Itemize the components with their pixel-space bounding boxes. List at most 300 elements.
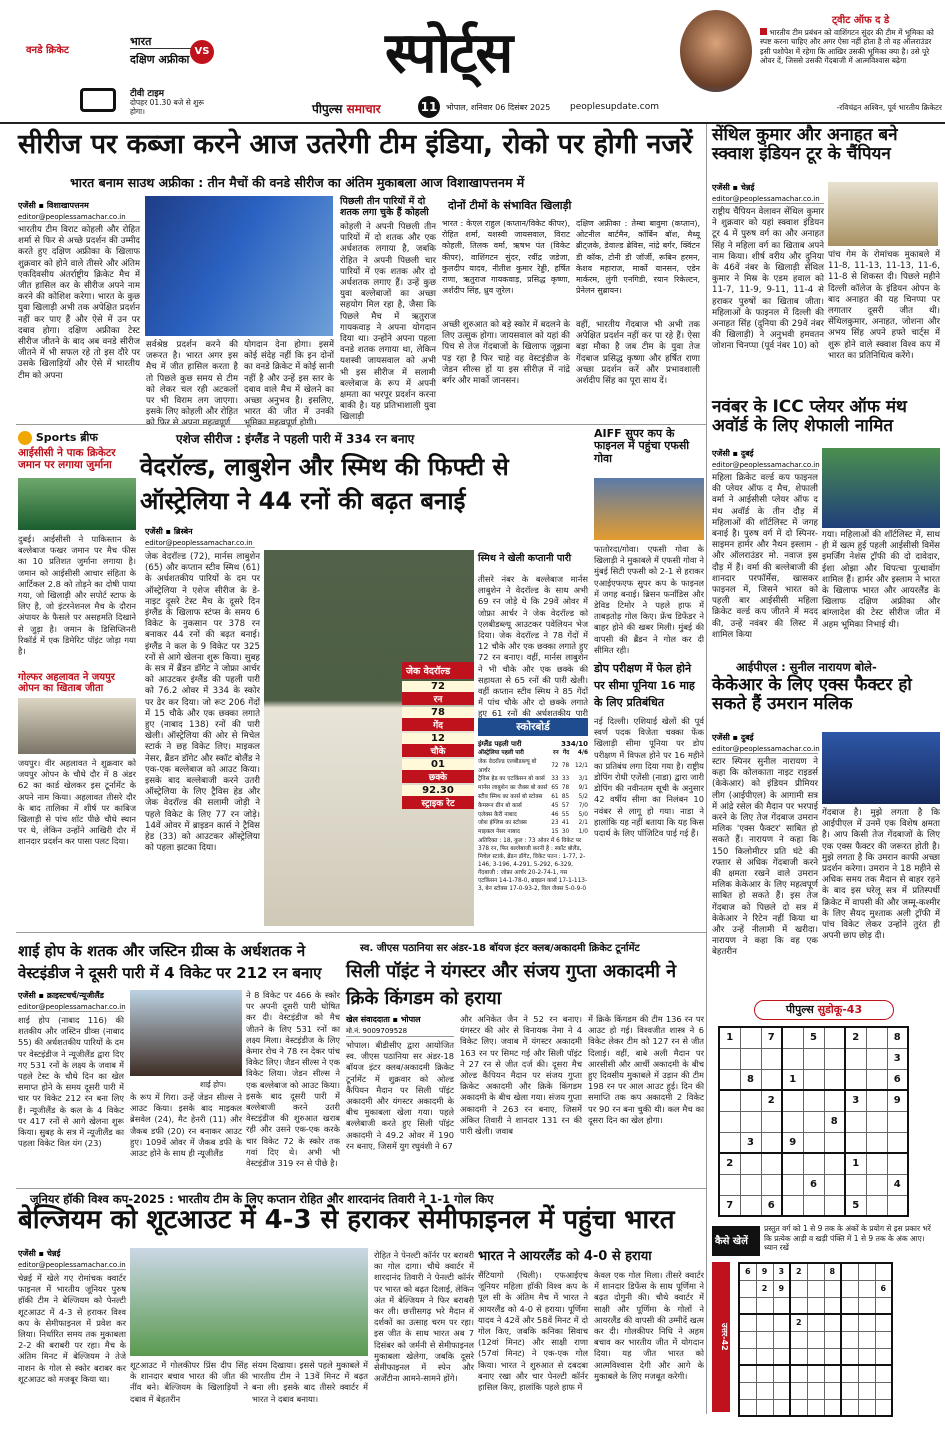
paper-name: पीपुल्स समाचार — [312, 102, 381, 116]
kohli-rohit-photo — [145, 196, 333, 336]
sudoku-cell: 6 — [887, 1069, 908, 1090]
sudoku-cell — [858, 1297, 875, 1314]
sudoku-cell — [824, 1297, 841, 1314]
sudoku-answer — [738, 1262, 893, 1417]
sudoku-cell — [773, 1331, 790, 1348]
teams-sa: दक्षिण अफ्रीका : तेम्बा बावुमा (कप्तान), ओटनील बार्टमैन, कॉर्बिन बॉश, मैथ्यू ब्रीट्जके, डेवाल्ड ब्रेविस, नांद्रे बर्गर, क्विंटन डी कॉक, टोनी डी जॉर्जी, रूबिन हरमन, केशव महाराज, मार्को यानसन, एडेन मार्करम, लुंगी एनगिडी, रयान रिकेल्टन, प्रेनेलन सुब्रायन। — [576, 219, 700, 296]
local-text3: में क्रिके किंगडम की टीम 136 रन पर आउट हो गई। विश्वजीत शास्त्र ने 6 विकेट लेकर टीम को 127 रन से जीत दिलाई। वहीं, बाबे अली मैदान पर आरसीसी और आर्ची अकादमी के बीच हुए दिवसीय मुकाबले में उड़ान की टीम 198 रन पर आल आउट हुई। दिन की समाप्ति तक कप अकादमी 2 विकेट पर 90 रन बना चुकी थी। कल मैच का दूसरा दिन का खेल होगा। — [588, 1014, 704, 1125]
sudoku-cell: 9 — [782, 1132, 803, 1153]
squash-byline: एजेंसी ▪ चेन्नई — [712, 183, 755, 192]
sudoku-cell — [756, 1331, 773, 1348]
ireland-text2: केवल एक गोल मिला। तीसरे क्वार्टर में शानदार डिफेंस के साथ पूर्णिमा ने बढ़त दोगुनी की। चौथे क्वार्टर में साक्षी और पूर्णिमा के गोलों ने आयरलैंड की वापसी की उम्मीदें खत्म कर दी। गोलकीपर निधि ने अहम बचाव कर भारतीय जीत में योगदान दिया। यह जीत भारत को आत्मविश्वास देगी और आगे के मुकाबले के लिए मजबूत करेगी। — [594, 1270, 704, 1381]
sudoku-cell — [739, 1297, 756, 1314]
sudoku-cell — [782, 1090, 803, 1111]
local-head: सिली पॉइंट ने यंगस्टर और संजय गुप्ता अकादमी ने क्रिके किंगडम को हराया — [346, 961, 677, 1009]
brief-text2: जयपुर। वीर अहलावत ने शुक्रवार को जयपुर ओपन के चौथे दौर में 8 अंडर 62 का कार्ड खेलकर इस टूर्नामेंट के अपने नाम किया। अहलावत तीसरे दौर के बाद तालिका में शीर्ष पर काबिज खिलाड़ी से पांच शॉट पीछे चौथे स्थान पर थे, लेकिन उन्होंने आखिरी दौर में शानदार प्रदर्शन कर पासा पलट दिया। — [18, 758, 136, 847]
sudoku-cell: 9 — [887, 1090, 908, 1111]
sudoku-cell: 1 — [782, 1069, 803, 1090]
sudoku-cell — [866, 1111, 887, 1132]
ashwin-photo — [680, 10, 752, 92]
icc-byline: एजेंसी ▪ दुबई — [712, 449, 754, 458]
local-phone: मो.नं. 9009709528 — [346, 1027, 454, 1037]
sudoku-cell — [845, 1132, 866, 1153]
sudoku-cell — [875, 1399, 892, 1416]
sudoku-cell: 6 — [739, 1263, 756, 1280]
sudoku-cell: 2 — [790, 1263, 807, 1280]
score-cell: 5/0 — [578, 811, 588, 818]
sudoku-cell — [841, 1331, 858, 1348]
sudoku-cell — [858, 1399, 875, 1416]
sudoku-cell — [875, 1365, 892, 1382]
sudoku-cell — [807, 1399, 824, 1416]
ireland-head: भारत ने आयरलैंड को 4-0 से हराया — [478, 1249, 652, 1264]
sudoku-cell — [866, 1069, 887, 1090]
local-text2: और अनिकेत जैन ने 52 रन बनाए। यंगस्टर की ओर से विनायक नेमा ने 4 विकेट लिए। जवाब में यंगस्टर अकादमी 163 रन पर सिमट गई और सिली पॉइंट ने 27 रन से जीत दर्ज की। दूसरा मैच ओल्ड कैंपियन मैदान पर संजय गुप्ता क्रिकेट अकादमी और क्रिके किंगडम अकादमी के बीच खेला गया। संजय गुप्ता अकादमी ने 263 रन बनाए, जिसमें अंकित तिवारी ने शानदार 131 रन की पारी खेली। जवाब — [460, 1014, 582, 1137]
sudoku-cell — [824, 1365, 841, 1382]
sudoku-cell — [858, 1348, 875, 1365]
sudoku-cell — [866, 1132, 887, 1153]
sudoku-cell — [719, 1069, 740, 1090]
icc-head: नवंबर के ICC प्लेयर ऑफ मंथ अवॉर्ड के लिए शेफाली नामित — [712, 397, 907, 437]
sudoku-cell: 6 — [761, 1195, 782, 1216]
tweet-text: भारतीय टीम प्रबंधन को वाशिंगटन सुंदर की टीम में भूमिका को स्पष्ट करना चाहिए और अगर ऐसा नहीं होता है तो वह ऑलराउंडर इसी पशोपेश में रहेगा कि आखिर उसकी भूमिका क्या है। उसे पूरे ओवर दें, जिससे उसकी गेंदबाजी में आत्मविश्वास बढ़ेगा — [760, 28, 934, 66]
score-cell: 30 — [561, 829, 570, 836]
sudoku-cell: 2 — [719, 1153, 740, 1174]
sudoku-cell — [790, 1297, 807, 1314]
sudoku-cell — [841, 1297, 858, 1314]
hockey-photo — [130, 1248, 368, 1356]
sudoku-cell — [887, 1132, 908, 1153]
sudoku-cell — [841, 1348, 858, 1365]
sudoku-cell: 5 — [845, 1195, 866, 1216]
shai-text: शाई होप (नाबाद 116) की शतकीय और जस्टिन ग्रीव्स (नाबाद 55) की अर्धशतकीय पारियों के दम पर वेस्टइंडीज ने न्यूजीलैंड द्वारा दिए गए 531 रनों के लक्ष्य के जवाब में पहले टेस्ट के चौथे दिन का खेल समाप्त होने के समय दूसरी पारी में चार पर विकेट 212 रन बना लिए हैं। न्यूजीलैंड के कल के 4 विकेट पर 417 रनों से आगे खेलना शुरू किया। सुबह के सत्र में न्यूजीलैंड का पहला विकेट विल यंग (23) — [18, 1015, 124, 1149]
stat-player-name: जेक वेदरॉल्ड — [402, 662, 474, 679]
sudoku-cell — [739, 1348, 756, 1365]
score-cell: 1/0 — [578, 829, 588, 836]
sudoku-cell: 6 — [803, 1174, 824, 1195]
match-time: दोपहर 01.30 बजे से शुरू होगा। — [130, 98, 205, 116]
sudoku-cell — [807, 1348, 824, 1365]
score-cell: ट्रैविस हेड का एटकिंसन बो कार्स — [478, 776, 545, 783]
sudoku-cell: 7 — [761, 1027, 782, 1048]
score-cell: 45 — [551, 802, 559, 809]
sudoku-cell — [761, 1111, 782, 1132]
local-byline: खेल संवाददाता ▪ भोपाल — [346, 1015, 421, 1024]
sudoku-cell — [739, 1399, 756, 1416]
score-cell: 85 — [561, 793, 570, 800]
score-cell: कैमरून ग्रीन बो कार्स — [478, 802, 522, 809]
stat-label: चौके — [402, 744, 474, 757]
score-cell: माइकल नेसर नाबाद — [478, 829, 520, 836]
sudoku-cell — [824, 1027, 845, 1048]
score-cell: जोश इंग्लिस का स्टोक्स — [478, 820, 527, 827]
lead-email: editor@peoplessamachar.co.in — [18, 213, 140, 222]
scorecard-title: स्कोरबोर्ड — [478, 718, 588, 736]
sudoku-cell: 8 — [824, 1263, 841, 1280]
score-cell: 23 — [551, 820, 559, 827]
sudoku-grid — [718, 1026, 909, 1217]
sudoku-cell — [803, 1048, 824, 1069]
sudoku-cell — [782, 1195, 803, 1216]
junior-text: चेन्नई में खेले गए रोमांचक क्वार्टर फाइनल में भारतीय जूनियर पुरुष हॉकी टीम ने बेल्जियम को पेनल्टी शूटआउट में 4-3 से हराकर विश्व कप के सेमीफाइनल में प्रवेश कर लिया। निर्धारित समय तक मुकाबला 2-2 की बराबरी पर रहा। मैच के अंतिम मिनट में बेल्जियम ने तेजे नाशन के गोल से स्कोर बराबर कर शूटआउट को मजबूर किया था। — [18, 1273, 126, 1384]
lead-col6: वहीं, भारतीय गेंदबाज भी अभी तक अपेक्षित प्रदर्शन नहीं कर पा रहे हैं। ऐसा बड़ा मौका है जब टीम के युवा तेज गेंदबाज प्रसिद्ध कृष्णा और हर्षित राणा अच्छा प्रदर्शन करें और प्रभावशाली अर्शदीप सिंह का पूरा साथ दें। — [576, 320, 700, 387]
sudoku-cell — [807, 1331, 824, 1348]
sudoku-cell — [866, 1090, 887, 1111]
score-cell: 78 — [561, 785, 570, 792]
score-cell: 4/6 — [577, 750, 588, 756]
sudoku-cell: 1 — [719, 1027, 740, 1048]
table-row — [478, 811, 588, 820]
sudoku-cell — [756, 1314, 773, 1331]
score-cell: 7/0 — [578, 802, 588, 809]
squash-text2: पांच गेम के रोमांचक मुकाबले में 11-8, 11-13, 11-13, 11-6, 11-8 से शिकस्त दी। पिछले महीने दिल्ली कॉलेज के इंडियन ओपन के बाद अनाहत की यह चिनप्पा पर लगातार दूसरी जीत थी। सेंथिलकुमार, अनाहत, जोशना और अभय सिंह अपने हफ्ते चार्ट्स में शुरू होने वाले स्क्वाश विश्व कप में भारत का प्रतिनिधित्व करेंगे। — [828, 250, 940, 361]
score-cell: 41 — [561, 820, 570, 827]
ipl-text: स्टार स्पिनर सुनील नारायण ने कहा कि कोलकाता नाइट राइडर्स (केकेआर) को इंडियन प्रीमियर लीग (आईपीएल) के आगामी सत्र में आंद्रे रसेल की मैदान पर भरपाई करने के लिए तेज गेंदबाज उमरान मलिक 'एक्स फैक्टर' साबित हो सकते हैं। नारायण ने कहा कि 150 किलोमीटर प्रति घंटे की रफ्तार से अधिक गेंदबाजी करने की क्षमता रखने वाले उमरान मलिक केकेआर के लिए महत्वपूर्ण साबित हो सकते हैं। इस तेज गेंदबाज को पिछले दो सत्र में केकेआर ने रिटेन नहीं किया था और उन्हें नीलामी में खरीदा। नारायण ने कहा कि वह एक बेहतरीन — [712, 757, 818, 958]
lead-col2: सर्वश्रेष्ठ प्रदर्शन करने की जरूरत है। भारत अगर इस मैच में जीत हासिल करता है तो पिछले कुछ समय से टीम को लेकर चल रही अटकलों पर भी विराम लग जाएगा। इसके लिए कोहली और रोहित — [146, 340, 238, 418]
shai-text3: ने 8 विकेट पर 466 के स्कोर पर अपनी दूसरी पारी घोषित कर दी। वेस्टइंडीज को मैच जीतने के लिए 531 रनों का लक्ष्य मिला। वेस्टइंडीज के लिए केमार रोच ने 78 रन देकर पांच विकेट लिए। जैडन सील्स ने एक विकेट लिया। जेडन सील्स ने एक बल्लेबाज को आउट किया। इसके बाद दूसरी पारी में बल्लेबाजी करने उतरी वेस्टइंडीज की शुरुआत खराब रही और उसने एक-एक करके चार विकेट 72 के स्कोर तक गवां दिए थे। अभी भी वेस्टइंडीज 319 रन से पीछे है। — [246, 990, 340, 1169]
table-row — [478, 802, 588, 811]
brief-text: दुबई। आईसीसी ने पाकिस्तान के बल्लेबाज फखर जमान पर मैच फीस का 10 प्रतिशत जुर्माना लगाया है। जमान को आईसीसी आचार संहिता के आर्टिकल 2.8 को तोड़ने का दोषी पाया गया, जो खिलाड़ी और सपोर्ट स्टाफ के लिए है, जो इंटरनेशनल मैच के दौरान अंपायर के फैसले पर असहमति दिखाने से जुड़ा है। जमान के डिसिप्लिनरी रिकॉर्ड में एक डिमेरिट पॉइंट जोड़ा गया है। — [18, 534, 136, 657]
ashes-text: जेक वेदरॉल्ड (72), मार्नस लाबुशेन (65) और कप्तान स्टीव स्मिथ (61) के अर्धशतकीय पारियों के दम पर ऑस्ट्रेलिया ने एशेज सीरीज के डे-नाइट दूसरे टेस्ट मैच के दूसरे दिन इंग्लैंड के खिलाफ स्टंप्स के समय 6 विकेट के नुकसान पर 378 रन बनाकर 44 रनों की बढ़त बनाई। इंग्लैंड ने कल के 9 विकेट पर 325 रनों से आगे खेलना शुरू किया। सुबह के सत्र में ब्रैंडन डॉगेट ने जोफ्रा आर्चर को आउटकर इंग्लैंड की पहली पारी को 76.2 ओवर में 334 के स्कोर पर ढेर कर दिया। जो रूट 206 गेंदों में 15 चौके और एक छक्का लगाते हुए (नाबाद 138) रनों की पारी खेली। ऑस्ट्रेलिया की ओर से मिचेल स्टार्क ने छह विकेट लिए। माइकल नेसर, ब्रैंडन डॉगेट और स्कॉट बोलैंड ने एक-एक बल्लेबाज को आउट किया। इसके बाद बल्लेबाजी करने उतरी ऑस्ट्रेलिया के लिए ट्रैविस हेड और जेक वेदरॉल्ड की सलामी जोड़ी ने पहले विकेट के लिए 77 रन जोड़े। 14वें ओवर में ब्राइडन कार्स ने ट्रैविस हेड (33) को आउटकर ऑस्ट्रेलिया को पहला झटका दिया। — [145, 552, 260, 854]
sudoku-cell — [773, 1314, 790, 1331]
sudoku-cell — [790, 1331, 807, 1348]
sudoku-cell — [740, 1090, 761, 1111]
teams-head: दोनों टीमों के संभावित खिलाड़ी — [442, 196, 700, 214]
sudoku-cell: 6 — [875, 1280, 892, 1297]
sudoku-cell: 3 — [740, 1132, 761, 1153]
team2: दक्षिण अफ्रीका — [130, 53, 190, 66]
sudoku-cell — [858, 1365, 875, 1382]
sudoku-cell: 3 — [773, 1263, 790, 1280]
umran-photo — [822, 732, 940, 804]
sudoku-cell — [756, 1348, 773, 1365]
sudoku-cell — [739, 1280, 756, 1297]
score-cell: 3/1 — [578, 776, 588, 783]
lead-col1: भारतीय टीम विराट कोहली और रोहित शर्मा से फिर से अच्छे प्रदर्शन की उम्मीद करते हुए दक्षिण अफ्रीका के खिलाफ शुक्रवार को होने वाले तीसरे और अंतिम एकदिवसीय अंतर्राष्ट्रीय क्रिकेट मैच में जीत हासिल कर के सीरीज अपने नाम करने की कोशिश करेगा। भारत के कुछ युवा खिलाड़ी अभी तक अपेक्षित प्रदर्शन नहीं कर पाए हैं और ऐसे में उन पर दबाव होगा। दक्षिण अफ्रीका टेस्ट सीरीज जीतने के बाद अब वनडे सीरीज जीतने में भी सफल रहे तो इस दौरे पर उसके खिलाड़ियों और ऐसे में भारतीय टीम को अपना — [18, 225, 140, 381]
sudoku-cell — [841, 1365, 858, 1382]
icc-email: editor@peoplessamachar.co.in — [712, 461, 820, 469]
scorecard — [478, 740, 588, 933]
page-number: 11 — [418, 96, 440, 118]
tv-label: टीवी टाइम — [130, 89, 165, 99]
sudoku-cell — [719, 1174, 740, 1195]
ashes-email: editor@peoplessamachar.co.in — [145, 539, 255, 548]
dope-head: डोप परीक्षण में फेल होने पर सीमा पूनिया 16 माह के लिए प्रतिबंधित — [594, 662, 695, 709]
stat-value: 92.30 — [402, 785, 474, 796]
icc-text2: गया। महिलाओं की शॉर्टलिस्ट में, साथ ही में खत्म हुई पहली आईसीसी विमेंस इमर्जिंग नेशंस ट्रॉफी की दो दावेदार, ईशा ओझा और थिपत्चा पुत्थावोंग शामिल हैं। हार्मर और इस्लाम ने भारत के खिलाफ भारत और आयरलैंड के खिलाफ दक्षिण अफ्रीका और बांग्लादेश की टेस्ट सीरीज जीत में अहम भूमिका निभाई थी। — [822, 530, 940, 630]
sudoku-cell — [824, 1348, 841, 1365]
website: peoplesupdate.com — [570, 102, 659, 112]
sudoku-cell — [740, 1195, 761, 1216]
sudoku-cell — [803, 1111, 824, 1132]
sudoku-cell — [845, 1069, 866, 1090]
tweet-label: ट्वीट ऑफ द डे — [832, 15, 890, 26]
sudoku-cell: 7 — [719, 1195, 740, 1216]
stat-label: स्ट्राइक रेट — [402, 796, 474, 809]
sudoku-cell — [739, 1314, 756, 1331]
stat-value: 12 — [402, 733, 474, 744]
junior-caption: शूटआउट में गोलकीपर प्रिंस दीप सिंह के शानदार बचाव भारत की जीत की नींव बने। बेल्जियम के खिलाड़ियों ने दबाव में बेहतरीन — [130, 1360, 248, 1404]
ipl-byline: एजेंसी ▪ दुबई — [712, 733, 754, 742]
sudoku-cell — [841, 1382, 858, 1399]
sudoku-cell: 3 — [845, 1090, 866, 1111]
lead-col5: अच्छी शुरुआत को बड़े स्कोर में बदलने के लिए उत्सुक होगा। जायसवाल को यहां की पिच से तेज गेंदबाजों के खिलाफ जूझना पड़ रहा है फिर चाहे वह वेस्टइंडीज के जेडन सील्स हों या इस सीरीज़ में नांद्रे बर्गर और मार्को जानसन। — [442, 320, 570, 387]
sudoku-cell: 8 — [740, 1069, 761, 1090]
squash-email: editor@peoplessamachar.co.in — [712, 195, 824, 204]
score-cell: 55 — [561, 811, 570, 818]
score-cell: 46 — [551, 811, 559, 818]
sudoku-cell — [719, 1132, 740, 1153]
score-cell: जेक वेदरॉल्ड एलबीडब्ल्यू बो आर्चर — [478, 758, 537, 774]
sudoku-cell — [858, 1263, 875, 1280]
sudoku-cell — [782, 1111, 803, 1132]
sudoku-cell — [803, 1090, 824, 1111]
score-cell: 9/1 — [578, 785, 588, 792]
local-kicker: स्व. जीएस पठानिया सर अंडर-18 बॉयज इंटर क्लब/अकादमी क्रिकेट टूर्नामेंट — [360, 943, 640, 954]
sudoku-cell — [773, 1382, 790, 1399]
sudoku-cell — [807, 1263, 824, 1280]
squash-head: सेंथिल कुमार और अनाहत बने स्क्वाश इंडियन टूर के चैंपियन — [712, 125, 898, 165]
sudoku-cell — [824, 1132, 845, 1153]
score-cell: 78 — [561, 763, 570, 770]
ipl-head: केकेआर के लिए एक्स फैक्टर हो सकते हैं उमरान मलिक — [712, 675, 912, 715]
sudoku-cell — [790, 1348, 807, 1365]
sudoku-cell — [858, 1314, 875, 1331]
goa-photo — [594, 478, 704, 540]
sudoku-cell — [803, 1195, 824, 1216]
score-cell: एलेक्स कैरी नाबाद — [478, 811, 517, 818]
score-cell: 33 — [551, 776, 559, 783]
sudoku-cell — [739, 1382, 756, 1399]
sudoku-cell — [824, 1069, 845, 1090]
score-cell: ऑस्ट्रेलिया पहली पारी — [478, 750, 524, 756]
sudoku-cell — [756, 1399, 773, 1416]
kohli-sidebar-text: कोहली ने अपनी पिछली तीन पारियों में दो शतक और एक अर्धशतक लगाया है, जबकि रोहित ने अपनी पिछली चार पारियों में एक शतक और दो अर्धशतक लगाए हैं। उन्हें कुछ युवा बल्लेबाजों का अच्छा सहयोग मिल रहा है, जैसा कि पिछले मैच में ऋतुराज गायकवाड़ ने अपना योगदान दिया था। उन्होंने अपना पहला वनडे शतक लगाया था, लेकिन यशस्वी जायसवाल को अभी भी इस सीरीज में सलामी बल्लेबाज के रूप में अपनी क्षमता का भरपूर प्रदर्शन करना बाकी है। यह प्रतिभाशाली युवा खिलाड़ी — [340, 222, 436, 423]
sudoku-header: पीपुल्स सुडोकू-43 — [754, 1000, 894, 1020]
sudoku-cell — [739, 1331, 756, 1348]
score-cell: 72 — [551, 763, 559, 770]
junior-kicker: जूनियर हॉकी विश्व कप-2025 : भारतीय टीम के लिए कप्तान रोहित और शारदानंद तिवारी ने 1-1 गोल किए — [30, 1192, 494, 1206]
sudoku-cell — [841, 1314, 858, 1331]
lead-col3: योगदान देना होगा। इसमें कोई संदेह नहीं कि इन दोनों का वनडे क्रिकेट में कोई सानी नहीं है और उन्हें इस स्तर के दबाव वाले मैच में खेलने का अच्छा अनुभव है। इसलिए, भारत की जीत में उनकी — [244, 340, 334, 418]
score-cell: 12/1 — [574, 763, 588, 770]
score-cell: 2/1 — [578, 820, 588, 827]
sudoku-cell: 1 — [845, 1153, 866, 1174]
tv-icon — [80, 88, 116, 112]
teams-india: भारत : केएल राहुल (कप्तान/विकेट कीपर), रोहित शर्मा, यशस्वी जायसवाल, विराट कोहली, तिलक वर्मा, ऋषभ पंत (विकेट कीपर), वाशिंगटन सुंदर, रवींद्र जडेजा, कुलदीप यादव, नीतीश कुमार रेड्डी, हर्षित राणा, ऋतुराज गायकवाड़, प्रसिद्ध कृष्णा, अर्शदीप सिंह, ध्रुव जुरेल। — [442, 219, 570, 296]
sudoku-cell — [875, 1348, 892, 1365]
sudoku-cell — [807, 1365, 824, 1382]
ipl-email: editor@peoplessamachar.co.in — [712, 745, 820, 753]
sudoku-cell — [887, 1111, 908, 1132]
table-row — [478, 819, 588, 828]
sudoku-cell: 9 — [756, 1263, 773, 1280]
sudoku-cell — [807, 1297, 824, 1314]
aiff-text: फातोरदा/गोवा। एफसी गोवा के खिलाड़ी ने मुकाबले में एफसी गोवा ने मुंबई सिटी एफसी को 2-1 से हराकर एआईएफएफ सुपर कप के फाइनल में जगह बनाई। ब्रिसन फर्नांडिस और डेविड टिमोर ने पहले हाफ में ताबड़तोड़ गोल किए। फ्रेंच डिफेंडर ने बाहर होने की खबर मिली। मुंबई की वापसी की ब्रैंडन ने गोल कर दी सीमित रही। — [594, 544, 704, 655]
answer-label: उत्तर-42 — [712, 1262, 730, 1412]
sudoku-cell — [782, 1174, 803, 1195]
score-cell: 5/2 — [578, 793, 588, 800]
smith-head: स्मिथ ने खेली कप्तानी पारी — [478, 553, 572, 564]
sudoku-cell — [866, 1195, 887, 1216]
vs-badge: VS — [190, 40, 214, 64]
format-label: वनडे क्रिकेट — [26, 45, 69, 56]
score-cell: स्टीव स्मिथ का कार्स बो स्टोक्स — [478, 793, 543, 800]
shai-byline: एजेंसी ▪ क्राइस्टचर्च/न्यूजीलैंड — [18, 991, 104, 1000]
sudoku-cell — [719, 1048, 740, 1069]
sudoku-cell — [756, 1297, 773, 1314]
local-text: भोपाल। बीडीसीए द्वारा आयोजित स्व. जीएस पठानिया सर अंडर-18 बॉयज इंटर क्लब/अकादमी क्रिकेट टूर्नामेंट में शुक्रवार को ओल्ड कैंपियन मैदान पर सिली पॉइंट अकादमी और यंगस्टर अकादमी के बीच मुकाबला खेला गया। पहले बल्लेबाजी करते हुए सिली पॉइंट अकादमी ने 49.2 ओवर में 190 रन बनाए, जिसमें युग रघुवंशी ने 67 — [346, 1040, 454, 1151]
tweet-author: -रविचंद्रन अश्विन, पूर्व भारतीय क्रिकेटर — [836, 103, 942, 112]
sudoku-cell — [790, 1399, 807, 1416]
squash-photo — [828, 182, 938, 246]
squash-text: राष्ट्रीय चैंपियन वेलावन सेंथिल कुमार ने शुक्रवार को यहां स्क्वाश इंडियन टूर 4 में पुरुष वर्ग का और अनाहत सिंह ने महिला वर्ग का खिताब अपने नाम किया। शीर्ष वरीय और दुनिया के 46वें नंबर के खिलाड़ी सेंथिल कुमार ने मिस्र के एडम हवाल को 11-7, 11-9, 9-11, 11-4 से हराकर पुरुषों का खिताब जीता। महिलाओं के फाइनल में दिल्ली की अनाहत सिंह (दुनिया की 29वें नंबर की खिलाड़ी) ने अनुभवी हमवतन जोशना चिनप्पा (पूर्व नंबर 10) को — [712, 207, 824, 352]
sudoku-cell — [824, 1280, 841, 1297]
sudoku-cell — [824, 1090, 845, 1111]
sudoku-cell — [790, 1382, 807, 1399]
stat-label: गेंद — [402, 718, 474, 731]
shai-caption: शाई होप। — [200, 1080, 227, 1089]
icc-text: महिला क्रिकेट वर्ल्ड कप फाइनल की प्लेयर ऑफ द मैच, शेफाली वर्मा ने आईसीसी प्लेयर ऑफ द मंथ अवॉर्ड के तीन दौड़ में महिलाओं की शॉर्टलिस्ट में जगह बनाई है। पुरुष वर्ग में दो स्पिनर-साइमन हार्मर और नैथन इस्लाम - और ऑलराउंडर मो. नवाज इस दौड़ में हैं। वर्मा की बल्लेबाजी की शानदार परफॉर्मेंस, खासकर फाइनल में, जिसने भारत को पहली बार आईसीसी महिला क्रिकेट वर्ल्ड कप जीतने में मदद की, उन्हें नवंबर की लिस्ट में शामिल किया — [712, 473, 818, 640]
sudoku-cell — [790, 1280, 807, 1297]
score-cell: 57 — [561, 802, 570, 809]
sudoku-cell — [875, 1382, 892, 1399]
stat-label: छक्के — [402, 770, 474, 783]
sudoku-cell — [740, 1111, 761, 1132]
dope-text: नई दिल्ली। एशियाई खेलों की पूर्व स्वर्ण पदक विजेता चक्का फेंक खिलाड़ी सीमा पूनिया पर डोप परीक्षण में विफल होने पर 16 महीने का प्रतिबंध लगा दिया गया है। राष्ट्रीय डोपिंग रोधी एजेंसी (नाडा) द्वारा जारी डोपिंग की नवीनतम सूची के अनुसार 42 वर्षीय सीमा का निलंबन 10 नवंबर से लागू हो गया। नाडा ने हालांकि यह नहीं बताया कि यह किस पदार्थ के लिए पॉजिटिव पाई गई हैं। — [594, 716, 704, 839]
sudoku-cell — [824, 1048, 845, 1069]
sudoku-cell — [887, 1153, 908, 1174]
lead-headline: सीरीज पर कब्जा करने आज उतरेगी टीम इंडिया, रोको पर होगी नजरें — [18, 129, 693, 160]
section-title: स्पोर्ट्स — [385, 20, 512, 86]
golf-photo — [18, 698, 136, 754]
sudoku-cell: 2 — [790, 1314, 807, 1331]
lead-byline: एजेंसी ▪ विशाखापत्तनम — [18, 201, 89, 210]
sudoku-cell — [845, 1048, 866, 1069]
sudoku-cell — [761, 1174, 782, 1195]
table-row — [478, 784, 588, 793]
ipl-kicker: आईपीएल : सुनील नारायण बोले- — [736, 660, 877, 674]
score-team: इंग्लैंड पहली पारी — [478, 740, 522, 748]
sudoku-cell — [773, 1365, 790, 1382]
sudoku-cell — [782, 1153, 803, 1174]
ireland-text: सैंटियागो (चिली)। एफआईएच जूनियर महिला हॉकी विश्व कप के पूल सी के अंतिम मैच में भारत ने आयरलैंड को 4-0 से हराया। पूर्णिमा यादव ने 42वें और 58वें मिनट में दो गोल किए, जबकि कनिका सिवाच (12वां मिनट) और साक्षी राणा (57वां मिनट) ने एक-एक गोल किया। भारत ने शुरुआत से दबदबा बनाए रखा और चार पेनल्टी कॉर्नर हासिल किए, हालांकि पहले हाफ में — [478, 1270, 588, 1393]
score-cell: मार्नस लाबुशेन का जैक्स बो कार्स — [478, 785, 548, 792]
sudoku-cell: 2 — [756, 1280, 773, 1297]
sudoku-cell — [803, 1069, 824, 1090]
sudoku-cell — [782, 1048, 803, 1069]
shai-text-mid: के रूप में गिरा। उन्हें जेडन सील्स ने आउट किया। इसके बाद माइकल ब्रेसवेल (24), मैट हेनरी (11) और जैकब डफी (20) रन बनाकर आउट हुए। 109वें ओवर में जैकब डफी के आउट होने के साथ ही न्यूजीलैंड — [130, 1092, 242, 1159]
table-row — [478, 775, 588, 784]
shai-email: editor@peoplessamachar.co.in — [18, 1003, 126, 1011]
sudoku-cell — [858, 1331, 875, 1348]
sudoku-cell — [773, 1297, 790, 1314]
lead-kicker: भारत बनाम साउथ अफ्रीका : तीन मैचों की वनडे सीरीज का अंतिम मुकाबला आज विशाखापत्तनम में — [70, 175, 525, 190]
aiff-head: AIFF सुपर कप के फाइनल में पहुंचा एफसी गोवा — [594, 427, 690, 465]
score-cell: 33 — [561, 776, 570, 783]
sudoku-instructions: प्रस्तुत वर्ग को 1 से 9 तक के अंकों के प्रयोग से इस प्रकार भरें कि प्रत्येक आड़ी व खड़ी पंक्ति में 1 से 9 तक के अंक आए। ध्यान रखें — [764, 1224, 931, 1253]
sudoku-cell — [824, 1314, 841, 1331]
team1: भारत — [130, 35, 152, 48]
sudoku-cell — [756, 1365, 773, 1382]
junior-text2: रोहित ने पेनल्टी कॉर्नर पर बराबरी का गोल दागा। चौथे क्वार्टर में शारदानंद तिवारी ने पेनल्टी कॉर्नर पर भारत को बढ़त दिलाई, लेकिन अंत में बेल्जियम ने फिर बराबरी कर ली। छत्तीसगढ़ भरे मैदान में दर्शकों का उत्साह चरम पर रहा। इस जीत के साथ भारत अब 7 दिसंबर को जर्मनी से सेमीफाइनल मुकाबला खेलेगा, जबकि दूसरे सेमीफाइनल में स्पेन और अर्जेंटीना आमने-सामने होंगे। — [374, 1250, 474, 1384]
player-stat-box — [402, 662, 474, 809]
sudoku-cell — [845, 1111, 866, 1132]
sudoku-cell — [824, 1153, 845, 1174]
score-cell: गेंद — [562, 750, 570, 756]
stat-value: 01 — [402, 759, 474, 770]
sudoku-cell — [740, 1027, 761, 1048]
how-to-play: कैसे खेलें — [712, 1226, 760, 1256]
score-cell: रन — [553, 750, 559, 756]
sudoku-cell — [807, 1314, 824, 1331]
brief-head2: गोल्फर अहलावत ने जयपुर ओपन का खिताब जीता — [18, 672, 115, 695]
ashes-headline: वेदरॉल्ड, लाबुशेन और स्मिथ की फिफ्टी से ऑस्ट्रेलिया ने 44 रनों की बढ़त बनाई — [140, 453, 509, 515]
sudoku-cell — [773, 1399, 790, 1416]
sudoku-cell — [841, 1263, 858, 1280]
sudoku-cell — [740, 1153, 761, 1174]
sudoku-cell — [761, 1132, 782, 1153]
smith-text: तीसरे नंबर के बल्लेबाज मार्नस लाबुशेन ने वेदरॉल्ड के साथ अभी 69 रन जोड़े थे कि 29वें ओवर में जोफ्रा आर्चर ने जेक वेदरॉल्ड को एलबीडब्ल्यू आउटकर पवेलियन भेज दिया। जेक वेदरॉल्ड ने 78 गेंदों में 12 चौके और एक छक्का लगाते हुए 72 रन बनाए। वहीं, मार्नस लाबुशेन ने भी चौके और एक छक्के की सहायता से 65 रनों की पारी खेली। वहीं कप्तान स्टीव स्मिथ ने 85 गेंदों में पांच चौके और दो छक्के लगाते हुए 61 रनों की अर्धशतकीय पारी — [478, 574, 588, 719]
ipl-text2: गेंदबाज है। मुझे लगता है कि आईपीएल में उनमें एक विशेष क्षमता है। आप किसी तेज गेंदबाजों के लिए एक एक्स फैक्टर की जरूरत होती है। मुझे लगता है कि उमरान काफी अच्छा प्रदर्शन करेगा। उमरान ने 18 महीने से अधिक समय तक मैदान से बाहर रहने के बाद इस घरेलू सत्र में प्रतिस्पर्धी क्रिकेट में वापसी की और जम्मू-कश्मीर के लिए सैयद मुश्ताक अली ट्रॉफी में पांच विकेट लेकर उन्होंने तुरंत ही अपनी छाप छोड़ दी। — [822, 808, 940, 942]
sudoku-cell — [761, 1048, 782, 1069]
sudoku-cell — [719, 1111, 740, 1132]
sudoku-cell — [841, 1280, 858, 1297]
sudoku-cell — [719, 1090, 740, 1111]
shai-head: शाई होप के शतक और जस्टिन ग्रीव्स के अर्धशतक ने वेस्टइंडीज ने दूसरी पारी में 4 विकेट पर 212 रन बनाए — [18, 942, 322, 982]
junior-byline: एजेंसी ▪ चेन्नई — [18, 1249, 61, 1258]
table-row — [478, 828, 588, 837]
sudoku-cell — [761, 1153, 782, 1174]
sudoku-cell — [739, 1365, 756, 1382]
junior-head: बेल्जियम को शूटआउट में 4-3 से हराकर सेमीफाइनल में पहुंचा भारत — [18, 1205, 675, 1235]
sudoku-cell — [803, 1153, 824, 1174]
match-box — [2, 34, 252, 124]
sudoku-cell: 8 — [887, 1027, 908, 1048]
stat-value: 72 — [402, 681, 474, 692]
sudoku-cell — [824, 1174, 845, 1195]
sudoku-cell: 9 — [773, 1280, 790, 1297]
shai-photo — [130, 990, 242, 1076]
sudoku-cell — [875, 1331, 892, 1348]
sudoku-cell — [761, 1069, 782, 1090]
shafali-photo — [822, 448, 940, 528]
sudoku-cell — [773, 1348, 790, 1365]
junior-email: editor@peoplessamachar.co.in — [18, 1261, 126, 1269]
sudoku-cell — [824, 1399, 841, 1416]
brief-head: आईसीसी ने पाक क्रिकेटर जमान पर लगाया जुर्माना — [18, 447, 116, 471]
sudoku-cell: 5 — [803, 1027, 824, 1048]
sudoku-cell: 3 — [887, 1048, 908, 1069]
sudoku-cell: 2 — [845, 1027, 866, 1048]
sudoku-cell — [866, 1027, 887, 1048]
sudoku-cell — [740, 1048, 761, 1069]
table-row — [478, 758, 588, 776]
sudoku-cell — [824, 1331, 841, 1348]
sudoku-cell — [782, 1027, 803, 1048]
sudoku-cell — [875, 1263, 892, 1280]
sudoku-cell: 2 — [761, 1090, 782, 1111]
sudoku-cell — [858, 1382, 875, 1399]
sudoku-cell — [875, 1314, 892, 1331]
sudoku-cell — [803, 1132, 824, 1153]
sudoku-cell — [807, 1280, 824, 1297]
score-cell: 61 — [551, 793, 559, 800]
dateline: भोपाल, शनिवार 06 दिसंबर 2025 — [446, 103, 551, 112]
sudoku-cell — [866, 1174, 887, 1195]
sudoku-cell — [740, 1174, 761, 1195]
sudoku-cell — [866, 1048, 887, 1069]
